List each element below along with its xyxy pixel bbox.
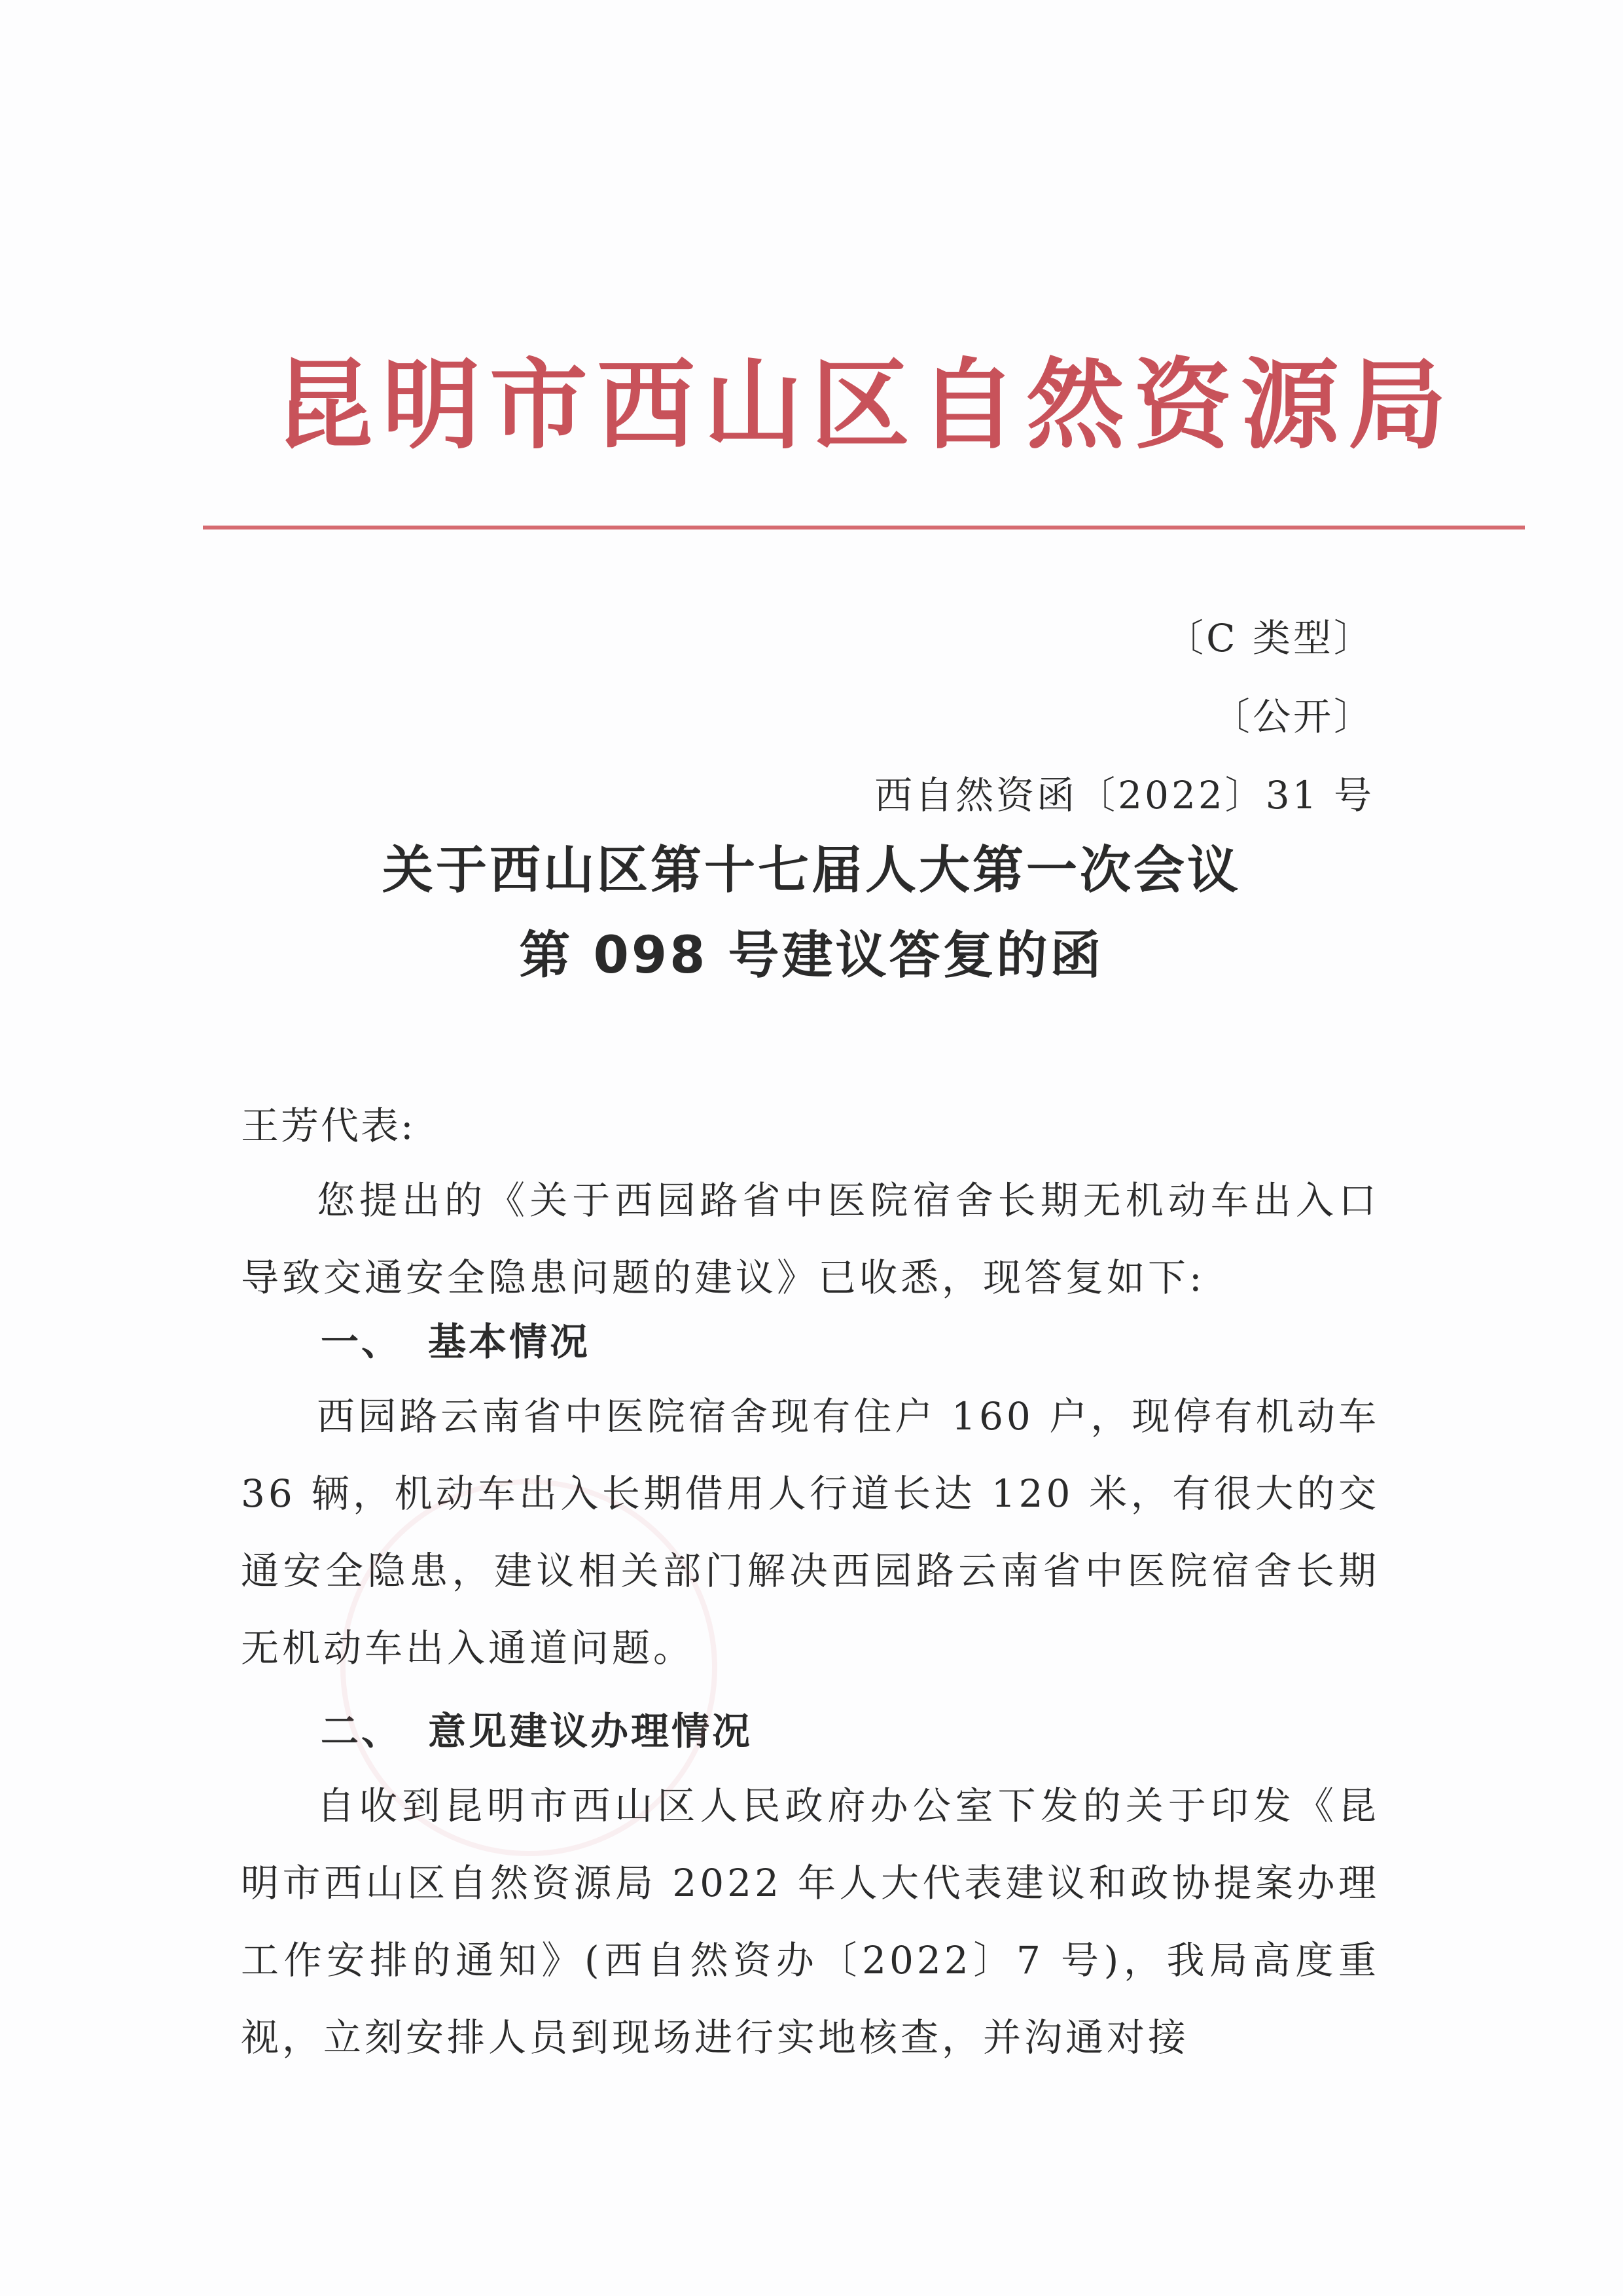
document-type-label: 〔C 类型〕 [1166, 616, 1374, 660]
section-1-paragraph: 西园路云南省中医院宿舍现有住户 160 户，现停有机动车 36 辆，机动车出入长期借用人行道长达 120 米，有很大的交通安全隐患，建议相关部门解决西园路云南省中医院宿舍长期无机动车出入通道问题。 [241, 1394, 1380, 1670]
section-title: 意见建议办理情况 [428, 1709, 753, 1753]
letterhead-divider [203, 526, 1525, 529]
section-number: 二、 [321, 1709, 402, 1753]
document-title-line-1: 关于西山区第十七届人大第一次会议 [382, 841, 1241, 900]
section-title: 基本情况 [428, 1319, 591, 1364]
salutation: 王芳代表: [241, 1103, 416, 1148]
letterhead-title: 昆明市西山区自然资源局 [275, 349, 1456, 463]
section-2-paragraph: 自收到昆明市西山区人民政府办公室下发的关于印发《昆明市西山区自然资源局 2022 年人大代表建议和政协提案办理工作安排的通知》(西自然资办〔2022〕7 号)，我局高度重视，立刻安排人员到现场进行实地核查，并沟通对接 [241, 1784, 1380, 2060]
intro-paragraph: 您提出的《关于西园路省中医院宿舍长期无机动车出入口导致交通安全隐患问题的建议》已收悉，现答复如下: [241, 1178, 1380, 1300]
disclosure-label: 〔公开〕 [1211, 694, 1374, 739]
document-number: 西自然资函〔2022〕31 号 [874, 773, 1374, 817]
section-number: 一、 [321, 1319, 402, 1364]
section-heading-2 [321, 1705, 753, 1757]
section-heading-1 [321, 1316, 590, 1368]
document-title-line-2: 第 098 号建议答复的函 [519, 926, 1104, 985]
